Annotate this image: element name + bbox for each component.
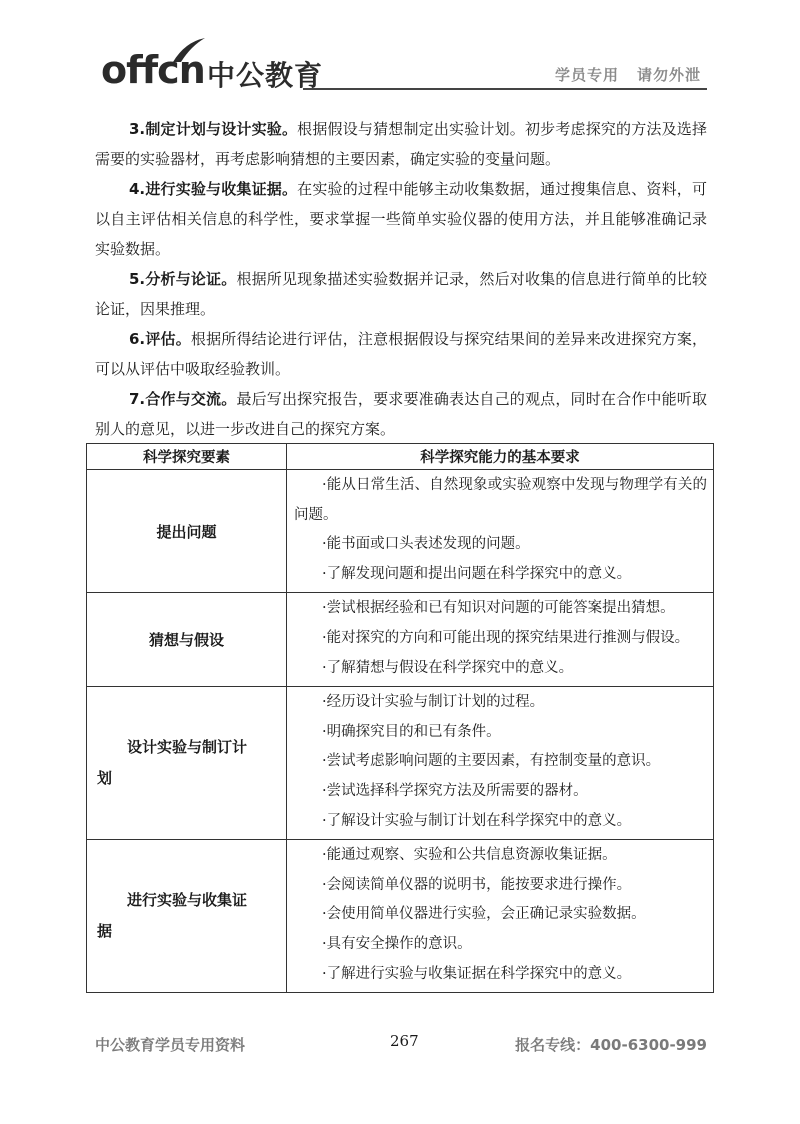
requirement-item: ·了解设计实验与制订计划在科学探究中的意义。 xyxy=(322,812,632,829)
table-row xyxy=(87,687,714,840)
column-header-requirements: 科学探究能力的基本要求 xyxy=(287,444,714,470)
requirement-item: ·能对探究的方向和可能出现的探究结果进行推测与假设。 xyxy=(322,629,690,646)
table-header-row xyxy=(87,444,714,470)
requirements-cell xyxy=(287,470,714,593)
paragraph xyxy=(95,114,707,174)
paragraph xyxy=(95,264,707,324)
element-cell xyxy=(87,470,287,593)
paragraph-text: 根据所见现象描述实验数据并记录，然后对收集的信息进行简单的比较论证，因果推理。 xyxy=(95,270,707,318)
element-name-wrap: 据 xyxy=(97,922,113,941)
page-number: 267 xyxy=(390,1032,419,1050)
logo-chinese-text: 中公教育 xyxy=(207,59,324,92)
requirements-cell xyxy=(287,687,714,840)
requirement-item: ·了解猜想与假设在科学探究中的意义。 xyxy=(322,659,574,676)
paragraph-label: 3.制定计划与设计实验。 xyxy=(129,120,298,138)
paragraph-text: 根据所得结论进行评估，注意根据假设与探究结果间的差异来改进探究方案，可以从评估中吸取经验教训。 xyxy=(95,330,707,378)
page-header xyxy=(95,38,707,94)
element-name: 提出问题 xyxy=(156,522,217,541)
requirements-cell xyxy=(287,593,714,687)
paragraph xyxy=(95,384,707,444)
table-row xyxy=(87,470,714,593)
paragraph-label: 7.合作与交流。 xyxy=(129,390,237,408)
paragraph-text: 在实验的过程中能够主动收集数据，通过搜集信息、资料，可以自主评估相关信息的科学性，要求掌握一些简单实验仪器的使用方法，并且能够准确记录实验数据。 xyxy=(95,180,707,258)
requirement-item: ·会使用简单仪器进行实验，会正确记录实验数据。 xyxy=(322,906,646,923)
requirement-item: ·了解发现问题和提出问题在科学探究中的意义。 xyxy=(322,565,632,582)
requirements-cell xyxy=(287,840,714,993)
requirement-item: ·了解进行实验与收集证据在科学探究中的意义。 xyxy=(322,965,632,982)
body-text xyxy=(95,114,707,444)
column-header-element: 科学探究要素 xyxy=(87,444,287,470)
element-name-wrap: 划 xyxy=(97,769,113,788)
element-cell xyxy=(87,687,287,840)
inquiry-requirements-table xyxy=(86,443,714,993)
paragraph-label: 4.进行实验与收集证据。 xyxy=(129,180,298,198)
requirement-item: ·会阅读简单仪器的说明书，能按要求进行操作。 xyxy=(322,876,632,893)
element-name: 设计实验与制订计 xyxy=(127,738,248,757)
element-cell xyxy=(87,840,287,993)
requirement-item: ·尝试考虑影响问题的主要因素，有控制变量的意识。 xyxy=(322,753,661,770)
paragraph xyxy=(95,174,707,264)
header-notice xyxy=(555,64,701,85)
logo-swoosh-icon xyxy=(171,36,207,66)
paragraph-label: 6.评估。 xyxy=(129,330,191,348)
requirement-item: ·尝试选择科学探究方法及所需要的器材。 xyxy=(322,782,588,799)
header-rule xyxy=(303,88,707,90)
footer-hotline: 报名专线：400-6300-999 xyxy=(515,1036,707,1054)
requirement-item: ·明确探究目的和已有条件。 xyxy=(322,723,501,740)
requirement-item: ·尝试根据经验和已有知识对问题的可能答案提出猜想。 xyxy=(322,600,675,617)
logo-latin-text: offcn xyxy=(101,48,205,92)
requirement-item: ·能通过观察、实验和公共信息资源收集证据。 xyxy=(322,847,617,864)
requirement-item: ·能书面或口头表述发现的问题。 xyxy=(322,536,530,553)
paragraph xyxy=(95,324,707,384)
table-row xyxy=(87,840,714,993)
element-name: 猜想与假设 xyxy=(148,631,224,650)
header-notice-student-only: 学员专用 xyxy=(554,66,619,84)
requirement-item: ·能从日常生活、自然现象或实验观察中发现与物理学有关的问题。 xyxy=(294,477,707,523)
page-footer xyxy=(95,1030,707,1056)
element-name: 进行实验与收集证 xyxy=(127,891,248,910)
requirement-item: ·经历设计实验与制订计划的过程。 xyxy=(322,694,545,711)
element-cell xyxy=(87,593,287,687)
requirement-item: ·具有安全操作的意识。 xyxy=(322,935,472,952)
paragraph-text: 最后写出探究报告，要求要准确表达自己的观点，同时在合作中能听取别人的意见，以进一步改进自己的探究方案。 xyxy=(95,390,707,438)
table-row xyxy=(87,593,714,687)
paragraph-text: 根据假设与猜想制定出实验计划。初步考虑探究的方法及选择需要的实验器材，再考虑影响猜想的主要因素，确定实验的变量问题。 xyxy=(95,120,707,168)
footer-left-text: 中公教育学员专用资料 xyxy=(95,1036,246,1054)
paragraph-label: 5.分析与论证。 xyxy=(129,270,237,288)
header-notice-no-leak: 请勿外泄 xyxy=(636,66,701,84)
